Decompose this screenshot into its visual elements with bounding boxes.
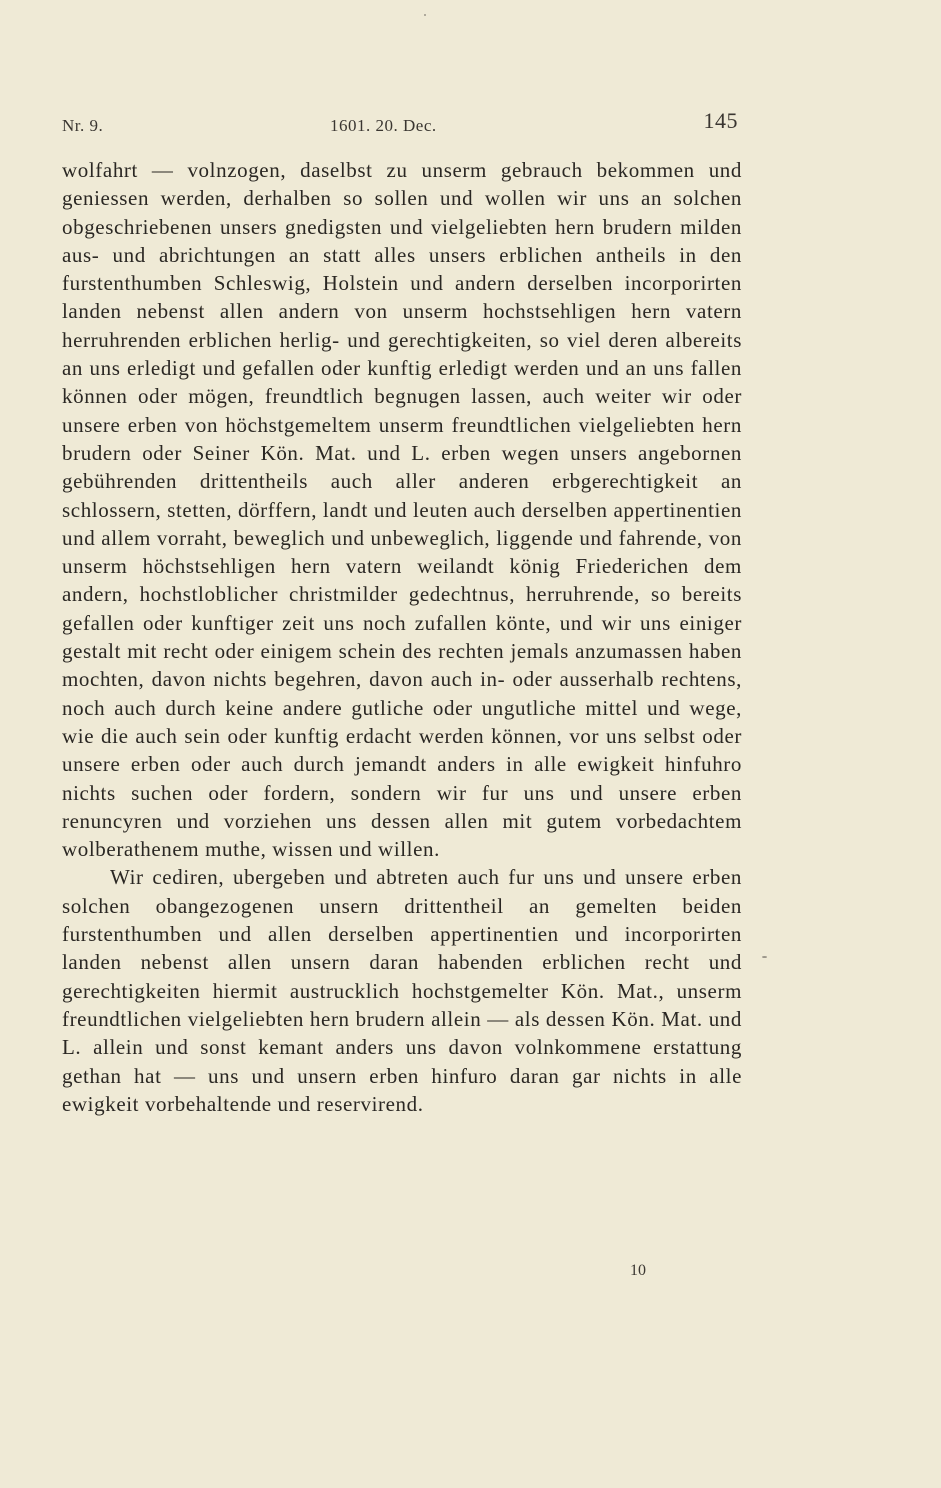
paragraph: Wir cediren, ubergeben und abtreten auch fur uns und unsere erben solchen obangezogenen unsern drittentheil an gemelten beiden furstenthumben und allen derselben appertinentien und incorporirten landen nebenst allen unsern daran habenden erblichen recht und gerechtigkeiten hiermit austrucklich hochstgemelter Kön. Mat., unserm freundtlichen vielgeliebten hern brudern allein — als dessen Kön. Mat. und L. allein und sonst kemant anders uns davon volnkommene erstattung gethan hat — uns und unsern erben hinfuro daran gar nichts in alle ewigkeit vorbehaltende und reservirend. (62, 865, 742, 1116)
page-header (62, 108, 738, 136)
page-number: 145 (703, 108, 738, 133)
paper-speck (762, 956, 767, 958)
document-date: 1601. 20. Dec. (330, 116, 437, 135)
document-number: Nr. 9. (62, 116, 104, 135)
paragraph: wolfahrt — volnzogen, daselbst zu unserm gebrauch bekommen und geniessen werden, derhalben so sollen und wollen wir uns an solchen obgeschriebenen unsers gnedigsten und vielgeliebten hern brudern milden aus- und abrichtungen an statt alles unsers erblichen antheils in den furstenthumben Schleswig, Holstein und andern derselben incorporirten landen nebenst allen andern von unserm hochstsehligen hern vatern herruhrenden erblichen herlig- und gerechtigkeiten, so viel deren albereits an uns erledigt und gefallen oder kunftig erledigt werden und an uns fallen können oder mögen, freundtlich begnugen lassen, auch weiter wir oder unsere erben von höchstgemeltem unserm freundtlichen vielgeliebten hern brudern oder Seiner Kön. Mat. und L. erben wegen unsers angebornen gebührenden drittentheils auch aller anderen erbgerechtigkeit an schlossern, stetten, dörffern, landt und leuten auch derselben appertinentien und allem vorraht, beweglich und unbeweglich, liggende und fahrende, von unserm höchstsehligen hern vatern weilandt könig Friederichen dem andern, hochstloblicher christmilder gedechtnus, herruhrende, so bereits gefallen oder kunftiger zeit uns noch zufallen könte, und wir uns einiger gestalt mit recht oder einigem schein des rechten jemals anzumassen haben mochten, davon nichts begehren, davon auch in- oder ausserhalb rechtens, noch auch durch keine andere gutliche oder ungutliche mittel und wege, wie die auch sein oder kunftig erdacht werden können, vor uns selbst oder unsere erben oder auch durch jemandt anders in alle ewigkeit hinfuhro nichts suchen oder fordern, sondern wir fur uns und unsere erben renuncyren und vorziehen uns dessen allen mit gutem vorbedachtem wolberathenem muthe, wissen und willen. (62, 158, 742, 862)
signature-mark: 10 (630, 1262, 646, 1279)
body-text (62, 156, 742, 1118)
paper-speck (424, 14, 426, 16)
